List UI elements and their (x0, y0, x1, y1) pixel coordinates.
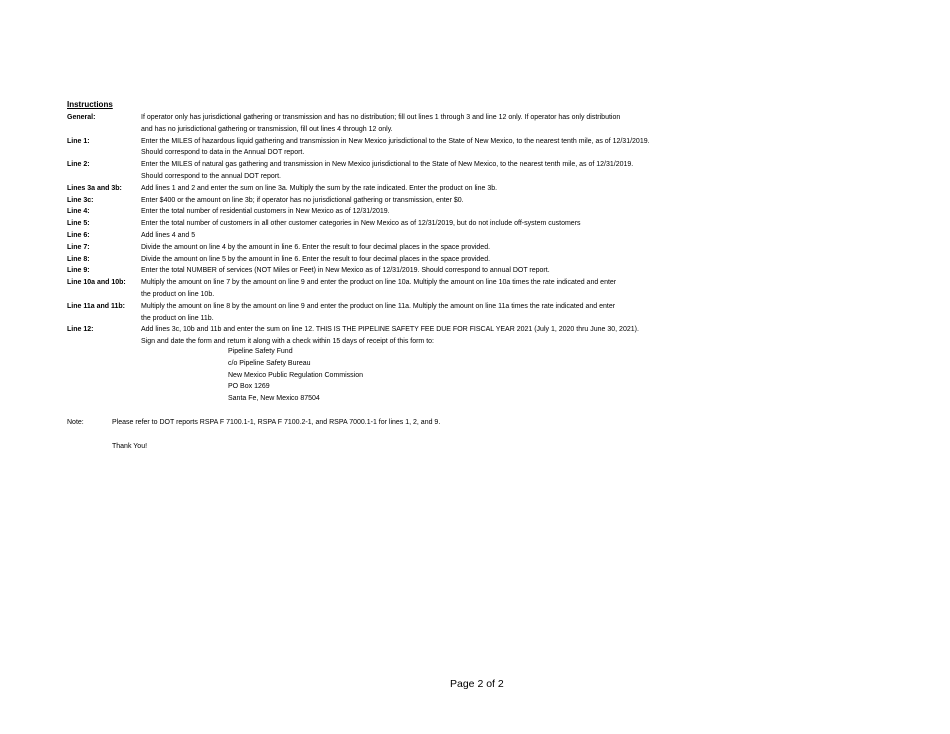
mailing-address (228, 346, 363, 405)
instruction-label: Line 11a and 11b: (67, 302, 125, 310)
instructions-heading: Instructions (67, 100, 113, 109)
instruction-row (67, 195, 707, 207)
instruction-row (67, 230, 707, 242)
instruction-text-line: Enter $400 or the amount on line 3b; if operator has no jurisdictional gathering or transmission, enter $0. (141, 196, 464, 204)
instructions-table (67, 112, 707, 348)
instruction-label: Line 2: (67, 161, 90, 169)
instruction-row (67, 242, 707, 254)
instruction-text (141, 277, 707, 301)
instruction-text-line: Add lines 3c, 10b and 11b and enter the sum on line 12. THIS IS THE PIPELINE SAFETY FEE DUE FOR FISCAL YEAR 2021 (July 1, 2020 thru June 30, 2021). (141, 326, 639, 334)
instruction-row (67, 112, 707, 136)
instruction-row (67, 265, 707, 277)
instruction-text (141, 195, 707, 207)
instruction-text-line: Multiply the amount on line 8 by the amount on line 9 and enter the product on line 11a. Multiply the amount on line 11a times the rate indicated and enter (141, 302, 616, 310)
instruction-text (141, 230, 707, 242)
instruction-text-line: Divide the amount on line 4 by the amount in line 6. Enter the result to four decimal places in the space provided. (141, 243, 491, 251)
instruction-label: Line 8: (67, 255, 90, 263)
instruction-label: Lines 3a and 3b: (67, 184, 122, 192)
instruction-label: Line 4: (67, 208, 90, 216)
instruction-text (141, 254, 707, 266)
note-label: Note: (67, 419, 84, 426)
instruction-text (141, 183, 707, 195)
instruction-row (67, 183, 707, 195)
instruction-text-line: Enter the total number of residential customers in New Mexico as of 12/31/2019. (141, 208, 390, 216)
instruction-label: Line 1: (67, 137, 90, 145)
address-line: PO Box 1269 (228, 383, 270, 391)
instruction-text-line: Multiply the amount on line 7 by the amount on line 9 and enter the product on line 10a. Multiply the amount on line 10a times the rate indicated and enter (141, 279, 617, 287)
address-line: New Mexico Public Regulation Commission (228, 371, 363, 379)
instruction-row (67, 254, 707, 266)
instruction-label: Line 9: (67, 267, 90, 275)
instruction-row (67, 301, 707, 325)
instruction-text-line: Divide the amount on line 5 by the amount in line 6. Enter the result to four decimal places in the space provided. (141, 255, 491, 263)
instruction-text (141, 301, 707, 325)
instruction-text-line: and has no jurisdictional gathering or transmission, fill out lines 4 through 12 only. (141, 125, 393, 133)
instruction-row (67, 159, 707, 183)
instruction-label: Line 12: (67, 326, 94, 334)
instruction-label: Line 3c: (67, 196, 94, 204)
instruction-label: General: (67, 114, 96, 121)
instruction-text-line: the product on line 10b. (141, 290, 215, 298)
instruction-text-line: Enter the total number of customers in all other customer categories in New Mexico as of 12/31/2019, but do not include off-system customers (141, 220, 581, 228)
instruction-text-line: the product on line 11b. (141, 314, 214, 322)
instruction-text-line: Should correspond to data in the Annual DOT report. (141, 149, 305, 157)
instruction-text (141, 218, 707, 230)
instruction-text (141, 265, 707, 277)
thank-you-text: Thank You! (112, 443, 148, 450)
instruction-row (67, 218, 707, 230)
instruction-text-line: Should correspond to the annual DOT report. (141, 172, 281, 180)
instruction-text (141, 324, 707, 348)
instruction-row (67, 206, 707, 218)
instructions-body (67, 112, 707, 348)
page-number: Page 2 of 2 (450, 678, 504, 690)
instruction-text (141, 206, 707, 218)
instruction-row (67, 324, 707, 348)
instruction-text (141, 159, 707, 183)
instruction-text (141, 136, 707, 160)
instruction-text-line: Add lines 4 and 5 (141, 231, 196, 239)
instruction-label: Line 7: (67, 243, 90, 251)
instruction-label: Line 5: (67, 220, 90, 228)
address-line: Santa Fe, New Mexico 87504 (228, 395, 320, 403)
instruction-text-line: Enter the MILES of hazardous liquid gathering and transmission in New Mexico jurisdictional to the State of New Mexico, to the nearest tenth mile, as of 12/31/2019. (141, 137, 650, 145)
instruction-text-line: If operator only has jurisdictional gathering or transmission and has no distribution; fill out lines 1 through 3 and line 12 only. If operator has only distribution (141, 114, 621, 121)
instruction-text (141, 242, 707, 254)
note-text: Please refer to DOT reports RSPA F 7100.1-1, RSPA F 7100.2-1, and RSPA 7000.1-1 for lines 1, 2, and 9. (112, 419, 441, 426)
instruction-row (67, 277, 707, 301)
address-line: c/o Pipeline Safety Bureau (228, 359, 311, 367)
instruction-row (67, 136, 707, 160)
instruction-text (141, 112, 707, 136)
instruction-label: Line 6: (67, 231, 90, 239)
instruction-label: Line 10a and 10b: (67, 279, 126, 287)
instruction-text-line: Add lines 1 and 2 and enter the sum on line 3a. Multiply the sum by the rate indicated. Enter the product on line 3b. (141, 184, 498, 192)
instruction-text-line: Enter the MILES of natural gas gathering and transmission in New Mexico jurisdictional to the State of New Mexico, to the nearest tenth mile, as of 12/31/2019. (141, 161, 634, 169)
address-line: Pipeline Safety Fund (228, 348, 293, 355)
instruction-text-line: Sign and date the form and return it along with a check within 15 days of receipt of this form to: (141, 338, 434, 346)
instruction-text-line: Enter the total NUMBER of services (NOT Miles or Feet) in New Mexico as of 12/31/2019. Should correspond to annual DOT report. (141, 267, 550, 275)
